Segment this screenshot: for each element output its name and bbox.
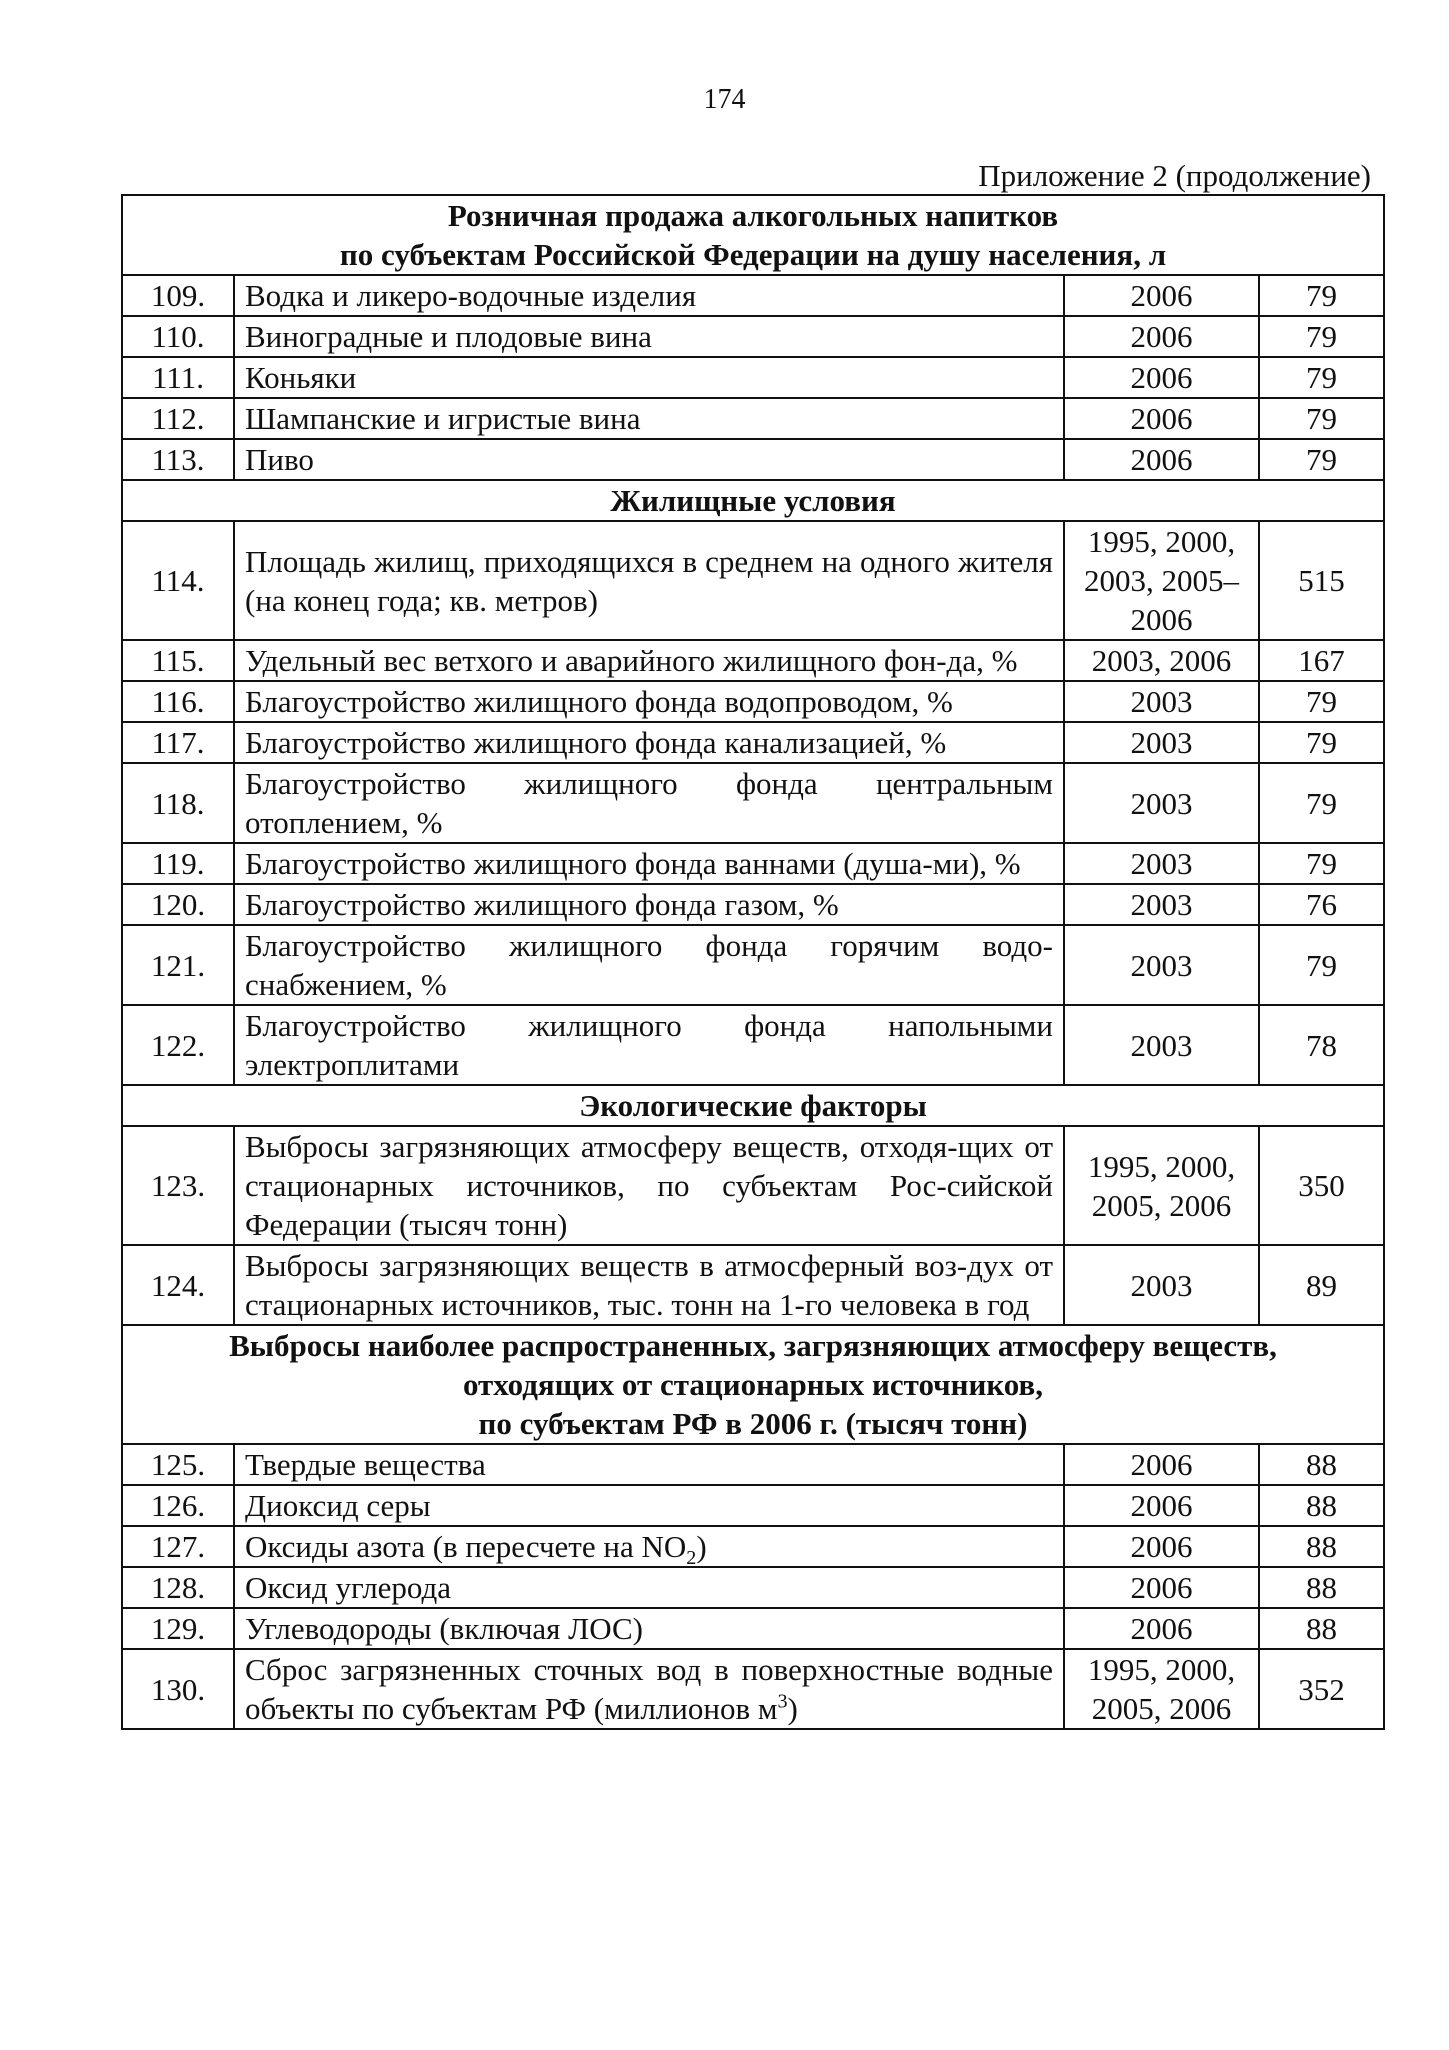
row-description: Благоустройство жилищного фонда напольными электроплитами xyxy=(234,1005,1064,1085)
table-row xyxy=(122,521,1384,640)
table-row xyxy=(122,1245,1384,1325)
section-title-line: отходящих от стационарных источников, xyxy=(462,1367,1044,1402)
table-row xyxy=(122,1608,1384,1649)
row-number: 110. xyxy=(122,316,234,357)
row-number: 122. xyxy=(122,1005,234,1085)
row-number: 120. xyxy=(122,884,234,925)
section-title-ecology xyxy=(122,1085,1384,1126)
row-source-ref: 89 xyxy=(1259,1245,1384,1325)
row-source-ref: 79 xyxy=(1259,843,1384,884)
row-number: 129. xyxy=(122,1608,234,1649)
appendix-label: Приложение 2 (продолжение) xyxy=(978,158,1371,193)
row-source-ref: 88 xyxy=(1259,1485,1384,1526)
row-source-ref: 79 xyxy=(1259,763,1384,843)
row-years: 2006 xyxy=(1064,398,1259,439)
table-row xyxy=(122,925,1384,1005)
row-number: 114. xyxy=(122,521,234,640)
section-header-row xyxy=(122,195,1384,275)
section-title-line: Выбросы наиболее распространенных, загрязняющих атмосферу веществ, xyxy=(229,1328,1277,1363)
row-source-ref: 79 xyxy=(1259,681,1384,722)
row-number: 116. xyxy=(122,681,234,722)
row-description xyxy=(234,1649,1064,1729)
row-number: 124. xyxy=(122,1245,234,1325)
row-years: 2006 xyxy=(1064,316,1259,357)
table-row xyxy=(122,1126,1384,1245)
row-number: 117. xyxy=(122,722,234,763)
row-description: Оксид углерода xyxy=(234,1567,1064,1608)
row-source-ref: 79 xyxy=(1259,357,1384,398)
row-source-ref: 352 xyxy=(1259,1649,1384,1729)
row-description: Диоксид серы xyxy=(234,1485,1064,1526)
row-description: Выбросы загрязняющих веществ в атмосферный воз-дух от стационарных источников, тыс. тонн на 1-го человека в год xyxy=(234,1245,1064,1325)
row-description: Благоустройство жилищного фонда горячим водо-снабжением, % xyxy=(234,925,1064,1005)
row-description-text: Сброс загрязненных сточных вод в поверхностные водные объекты по субъектам РФ (миллионов м xyxy=(245,1652,1053,1726)
section-header-row xyxy=(122,1085,1384,1126)
table-row xyxy=(122,357,1384,398)
row-source-ref: 88 xyxy=(1259,1567,1384,1608)
table-row xyxy=(122,843,1384,884)
row-years: 1995, 2000, 2005, 2006 xyxy=(1064,1126,1259,1245)
row-years: 2006 xyxy=(1064,1567,1259,1608)
row-description-tail: ) xyxy=(696,1529,707,1564)
row-description: Пиво xyxy=(234,439,1064,480)
row-years: 2006 xyxy=(1064,439,1259,480)
row-source-ref: 167 xyxy=(1259,640,1384,681)
row-source-ref: 79 xyxy=(1259,316,1384,357)
indicators-table xyxy=(121,194,1385,1730)
row-years: 2003 xyxy=(1064,843,1259,884)
section-title-emissions xyxy=(122,1325,1384,1444)
row-years: 2003 xyxy=(1064,681,1259,722)
table-row xyxy=(122,1005,1384,1085)
section-title-line: Экологические факторы xyxy=(579,1088,927,1123)
row-years: 2003 xyxy=(1064,1005,1259,1085)
section-title-line: Розничная продажа алкогольных напитков xyxy=(447,198,1059,233)
table-row xyxy=(122,275,1384,316)
row-years: 2006 xyxy=(1064,1526,1259,1567)
section-title-line: Жилищные условия xyxy=(610,483,896,518)
row-description: Площадь жилищ, приходящихся в среднем на одного жителя (на конец года; кв. метров) xyxy=(234,521,1064,640)
row-description: Водка и ликеро-водочные изделия xyxy=(234,275,1064,316)
row-source-ref: 79 xyxy=(1259,925,1384,1005)
section-title-alcohol xyxy=(122,195,1384,275)
superscript: 3 xyxy=(777,1690,788,1713)
table-row xyxy=(122,1567,1384,1608)
row-years: 2003 xyxy=(1064,722,1259,763)
row-description: Удельный вес ветхого и аварийного жилищного фон-да, % xyxy=(234,640,1064,681)
row-years: 2006 xyxy=(1064,1608,1259,1649)
row-description: Благоустройство жилищного фонда центральным отоплением, % xyxy=(234,763,1064,843)
row-years: 2006 xyxy=(1064,1444,1259,1485)
row-description: Благоустройство жилищного фонда водопроводом, % xyxy=(234,681,1064,722)
row-description: Благоустройство жилищного фонда газом, % xyxy=(234,884,1064,925)
row-years: 2003 xyxy=(1064,1245,1259,1325)
row-number: 109. xyxy=(122,275,234,316)
row-source-ref: 78 xyxy=(1259,1005,1384,1085)
table-row xyxy=(122,763,1384,843)
row-number: 128. xyxy=(122,1567,234,1608)
subscript: 2 xyxy=(686,1547,697,1570)
row-years: 2006 xyxy=(1064,357,1259,398)
row-source-ref: 88 xyxy=(1259,1526,1384,1567)
row-number: 118. xyxy=(122,763,234,843)
row-years: 2006 xyxy=(1064,275,1259,316)
table-row xyxy=(122,884,1384,925)
row-source-ref: 79 xyxy=(1259,722,1384,763)
table-row xyxy=(122,640,1384,681)
row-description: Благоустройство жилищного фонда канализацией, % xyxy=(234,722,1064,763)
row-description xyxy=(234,1526,1064,1570)
row-number: 130. xyxy=(122,1649,234,1729)
row-source-ref: 350 xyxy=(1259,1126,1384,1245)
row-source-ref: 79 xyxy=(1259,398,1384,439)
row-number: 125. xyxy=(122,1444,234,1485)
row-years: 2003 xyxy=(1064,763,1259,843)
row-number: 119. xyxy=(122,843,234,884)
table-row xyxy=(122,722,1384,763)
row-number: 121. xyxy=(122,925,234,1005)
row-number: 127. xyxy=(122,1526,234,1567)
table-row xyxy=(122,439,1384,480)
table-row xyxy=(122,316,1384,357)
row-years: 2003 xyxy=(1064,925,1259,1005)
row-description-text: Оксиды азота (в пересчете на NO xyxy=(245,1529,687,1564)
row-number: 113. xyxy=(122,439,234,480)
table-row xyxy=(122,1444,1384,1485)
row-source-ref: 79 xyxy=(1259,275,1384,316)
row-description: Выбросы загрязняющих атмосферу веществ, отходя-щих от стационарных источников, по субъектам Рос-сийской Федерации (тысяч тонн) xyxy=(234,1126,1064,1245)
row-number: 111. xyxy=(122,357,234,398)
row-number: 115. xyxy=(122,640,234,681)
table-row xyxy=(122,398,1384,439)
section-title-line: по субъектам РФ в 2006 г. (тысяч тонн) xyxy=(478,1406,1028,1441)
row-description: Твердые вещества xyxy=(234,1444,1064,1485)
row-number: 123. xyxy=(122,1126,234,1245)
section-header-row xyxy=(122,1325,1384,1444)
row-years: 1995, 2000, 2005, 2006 xyxy=(1064,1649,1259,1729)
row-source-ref: 76 xyxy=(1259,884,1384,925)
row-years: 2006 xyxy=(1064,1485,1259,1526)
section-title-housing xyxy=(122,480,1384,521)
row-years: 1995, 2000, 2003, 2005–2006 xyxy=(1064,521,1259,640)
page-number: 174 xyxy=(703,84,746,115)
table-row xyxy=(122,1526,1384,1567)
section-title-line: по субъектам Российской Федерации на душу населения, л xyxy=(339,237,1167,272)
row-number: 112. xyxy=(122,398,234,439)
row-source-ref: 88 xyxy=(1259,1444,1384,1485)
section-header-row xyxy=(122,480,1384,521)
row-description-tail: ) xyxy=(787,1691,798,1726)
row-source-ref: 88 xyxy=(1259,1608,1384,1649)
row-description: Благоустройство жилищного фонда ваннами (душа-ми), % xyxy=(234,843,1064,884)
row-number: 126. xyxy=(122,1485,234,1526)
row-years: 2003, 2006 xyxy=(1064,640,1259,681)
table-row xyxy=(122,1485,1384,1526)
row-description: Шампанские и игристые вина xyxy=(234,398,1064,439)
table-row xyxy=(122,681,1384,722)
row-description: Коньяки xyxy=(234,357,1064,398)
row-description: Углеводороды (включая ЛОС) xyxy=(234,1608,1064,1649)
row-description: Виноградные и плодовые вина xyxy=(234,316,1064,357)
row-source-ref: 79 xyxy=(1259,439,1384,480)
row-years: 2003 xyxy=(1064,884,1259,925)
table-row xyxy=(122,1649,1384,1729)
row-source-ref: 515 xyxy=(1259,521,1384,640)
